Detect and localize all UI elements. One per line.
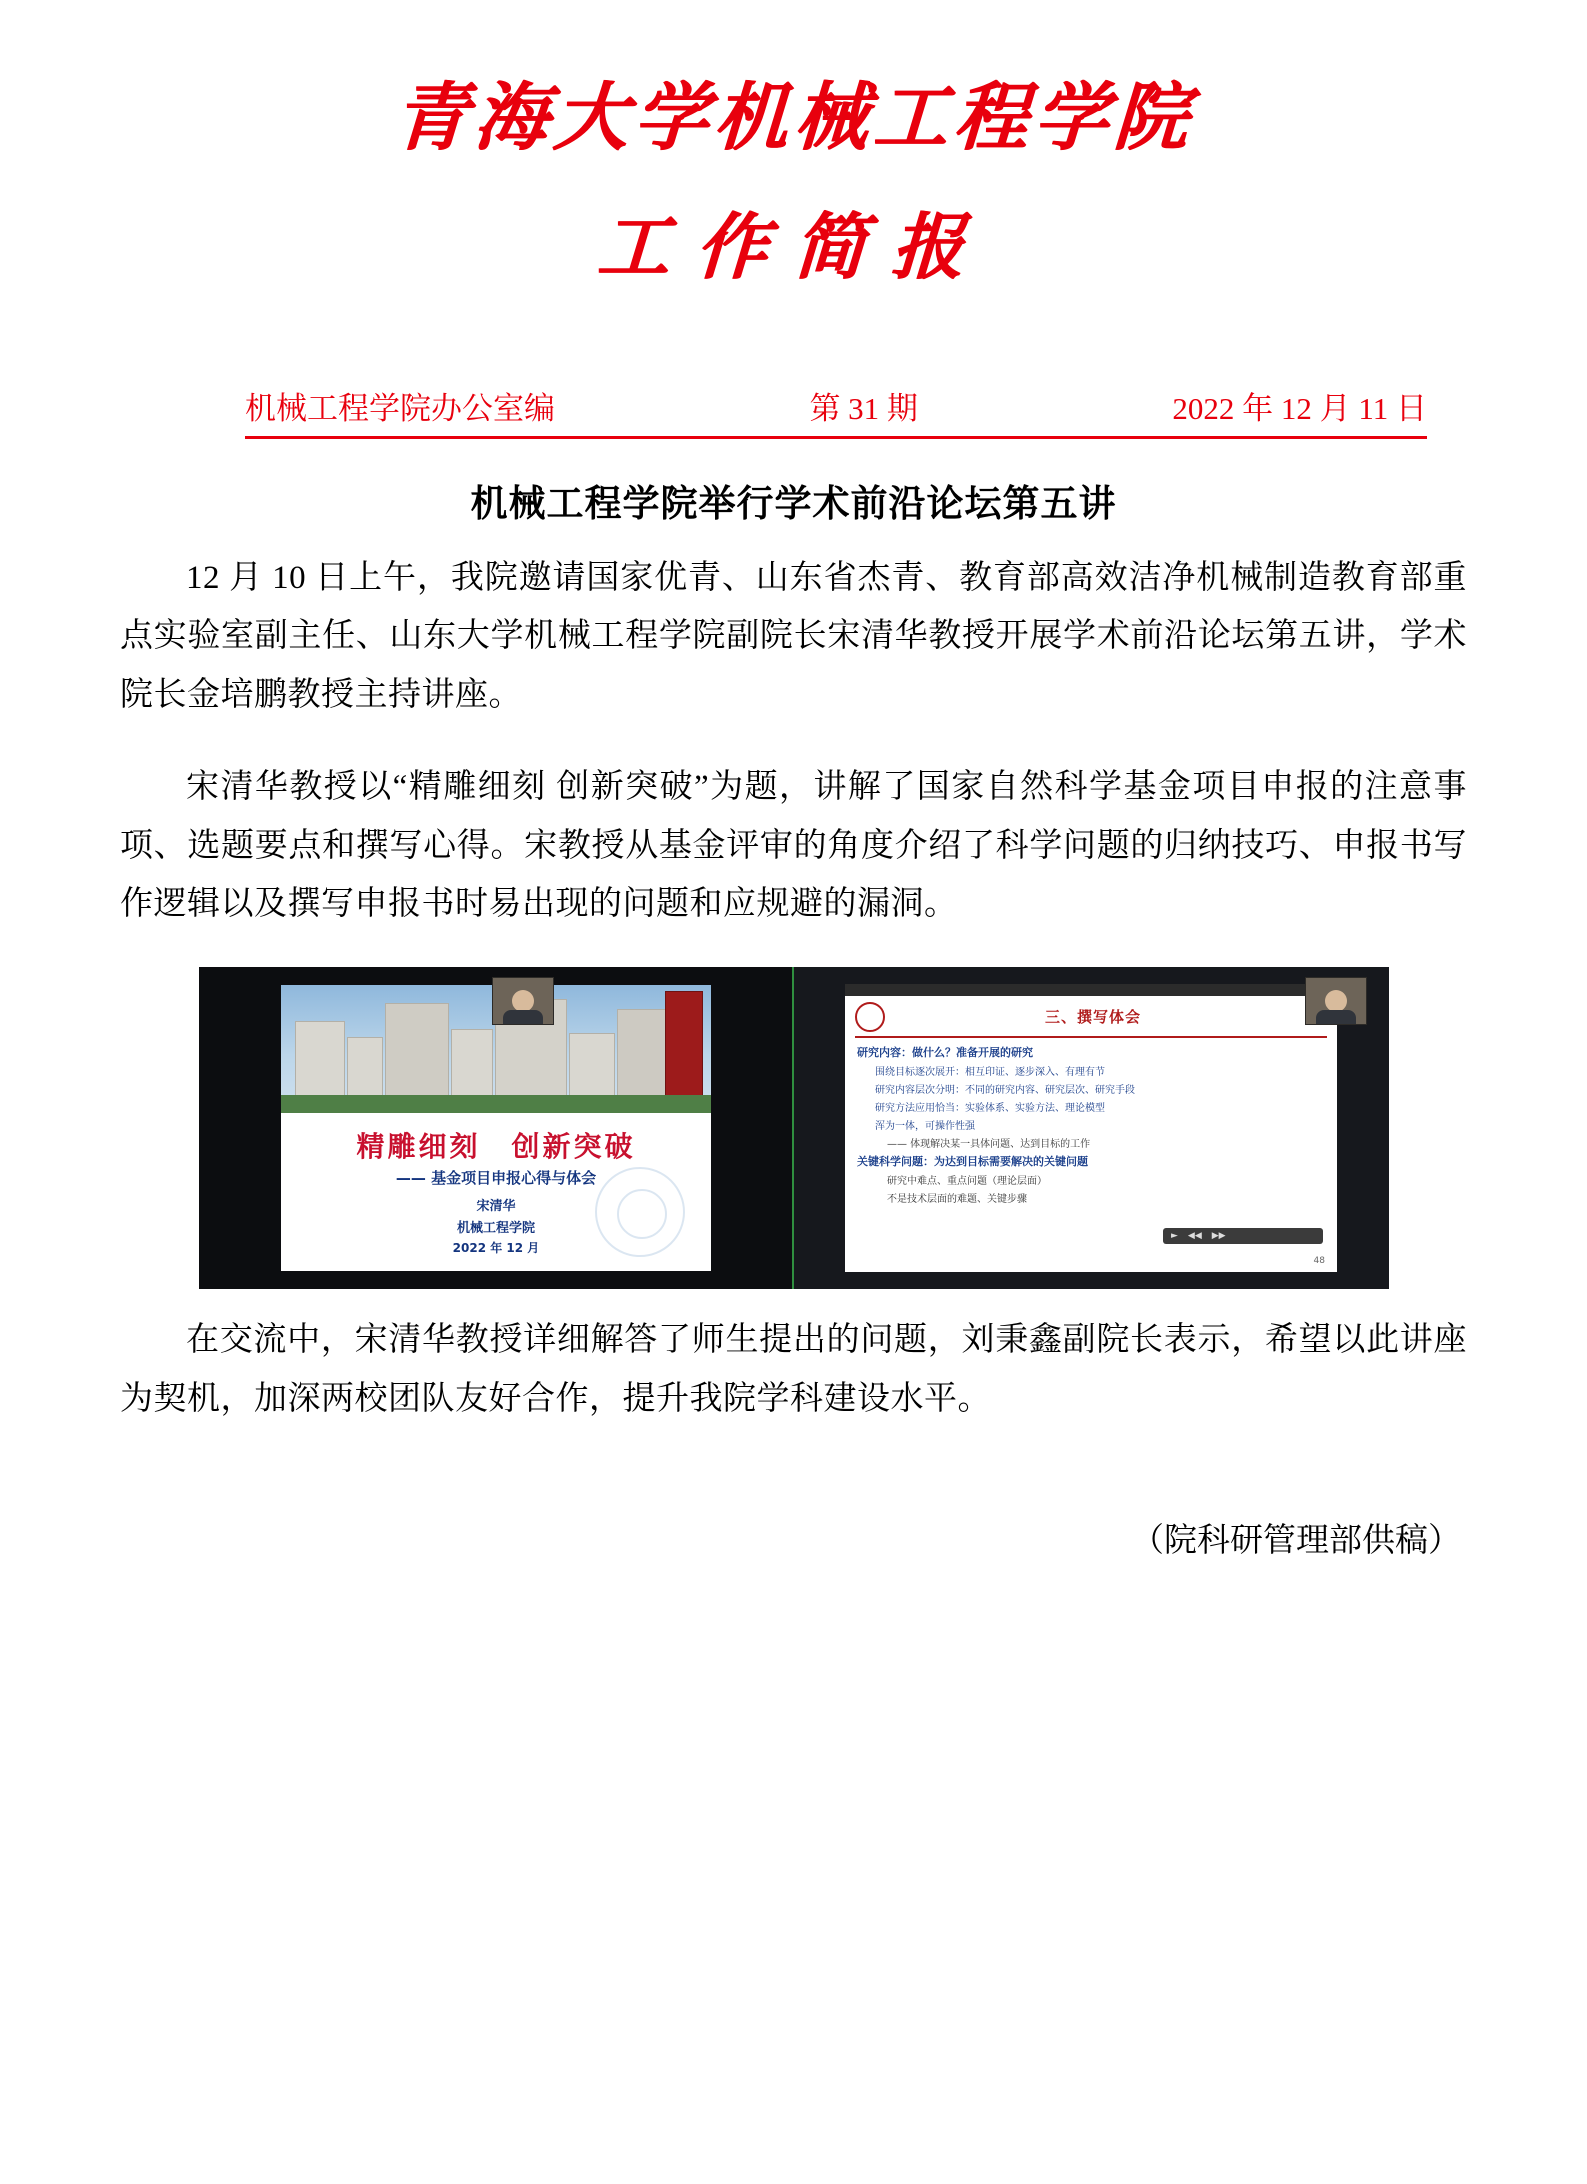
presentation-slide-right — [845, 984, 1337, 1272]
video-playback-controls[interactable] — [1163, 1228, 1323, 1244]
article-signature: （院科研管理部供稿） — [1131, 1523, 1461, 1560]
play-icon[interactable]: ► — [1171, 1230, 1178, 1241]
participant-video-right — [1305, 977, 1367, 1025]
slide-topbar — [845, 984, 1337, 996]
slide-page-number: 48 — [1313, 1255, 1325, 1266]
masthead-title-line1: 青海大学机械工程学院 — [391, 75, 1196, 161]
slide-bullet-6: 关键科学问题：为达到目标需要解决的关键问题 — [857, 1154, 1088, 1168]
article-paragraph-3: 在交流中，宋清华教授详细解答了师生提出的问题，刘秉鑫副院长表示，希望以此讲座为契机，加深两校团队友好合作，提升我院学科建设水平。 — [120, 1321, 1467, 1417]
forward-icon[interactable]: ▶▶ — [1211, 1230, 1226, 1241]
article-paragraph-2: 宋清华教授以“精雕细刻 创新突破”为题，讲解了国家自然科学基金项目申报的注意事项、选题要点和撰写心得。宋教授从基金评审的角度介绍了科学问题的归纳技巧、申报书写作逻辑以及撰写申报书时易出现的问题和应规避的漏洞。 — [120, 768, 1467, 923]
slide-bullet-2: 研究内容层次分明：不同的研究内容、研究层次、研究手段 — [875, 1084, 1135, 1096]
slide-heading-rule — [855, 1036, 1327, 1038]
slide-subtitle: —— 基金项目申报心得与体会 — [395, 1168, 597, 1187]
slide-date: 2022 年 12 月 — [452, 1240, 540, 1255]
photo-right-panel — [794, 967, 1389, 1289]
issue-number: 第 31 期 — [809, 390, 918, 426]
article-title: 机械工程学院举行学术前沿论坛第五讲 — [470, 481, 1117, 525]
slide-bullet-3: 研究方法应用恰当：实验体系、实验方法、理论模型 — [875, 1102, 1105, 1114]
rewind-icon[interactable]: ◀◀ — [1187, 1230, 1202, 1241]
issue-date: 2022 年 12 月 11 日 — [1172, 390, 1427, 426]
slide-bullet-list — [845, 1044, 1337, 1205]
university-seal-watermark — [595, 1167, 685, 1257]
lecture-screenshot-photo — [199, 967, 1389, 1289]
university-seal-icon — [855, 1002, 885, 1032]
slide-heading: 三、撰写体会 — [1044, 1008, 1141, 1027]
slide-bullet-0: 研究内容：做什么？准备开展的研究 — [857, 1045, 1033, 1059]
issue-info-row — [120, 383, 1467, 436]
campus-banner — [665, 991, 703, 1105]
slide-header — [845, 996, 1337, 1034]
issue-editor: 机械工程学院办公室编 — [245, 390, 555, 426]
slide-title: 精雕细刻 创新突破 — [356, 1129, 636, 1163]
masthead — [120, 75, 1467, 290]
participant-video-left — [492, 977, 554, 1025]
slide-bullet-4: 浑为一体，可操作性强 — [875, 1120, 975, 1132]
slide-bullet-7: 研究中难点、重点问题（理论层面） — [887, 1175, 1047, 1187]
slide-bullet-8: 不是技术层面的难题、关键步骤 — [887, 1193, 1027, 1205]
issue-divider-rule — [245, 436, 1427, 439]
slide-bullet-1: 围绕目标逐次展开：相互印证、逐步深入、有理有节 — [875, 1066, 1105, 1078]
slide-bullet-5: —— 体现解决某一具体问题、达到目标的工作 — [887, 1138, 1091, 1150]
article-paragraph-1: 12 月 10 日上午，我院邀请国家优青、山东省杰青、教育部高效洁净机械制造教育部重点实验室副主任、山东大学机械工程学院副院长宋清华教授开展学术前沿论坛第五讲，学术院长金培鹏教授主持讲座。 — [120, 559, 1467, 714]
presentation-slide-left — [281, 985, 711, 1271]
slide-speaker: 宋清华 — [476, 1198, 516, 1214]
slide-affiliation: 机械工程学院 — [456, 1220, 535, 1236]
masthead-title-line2: 工作简报 — [595, 204, 992, 290]
